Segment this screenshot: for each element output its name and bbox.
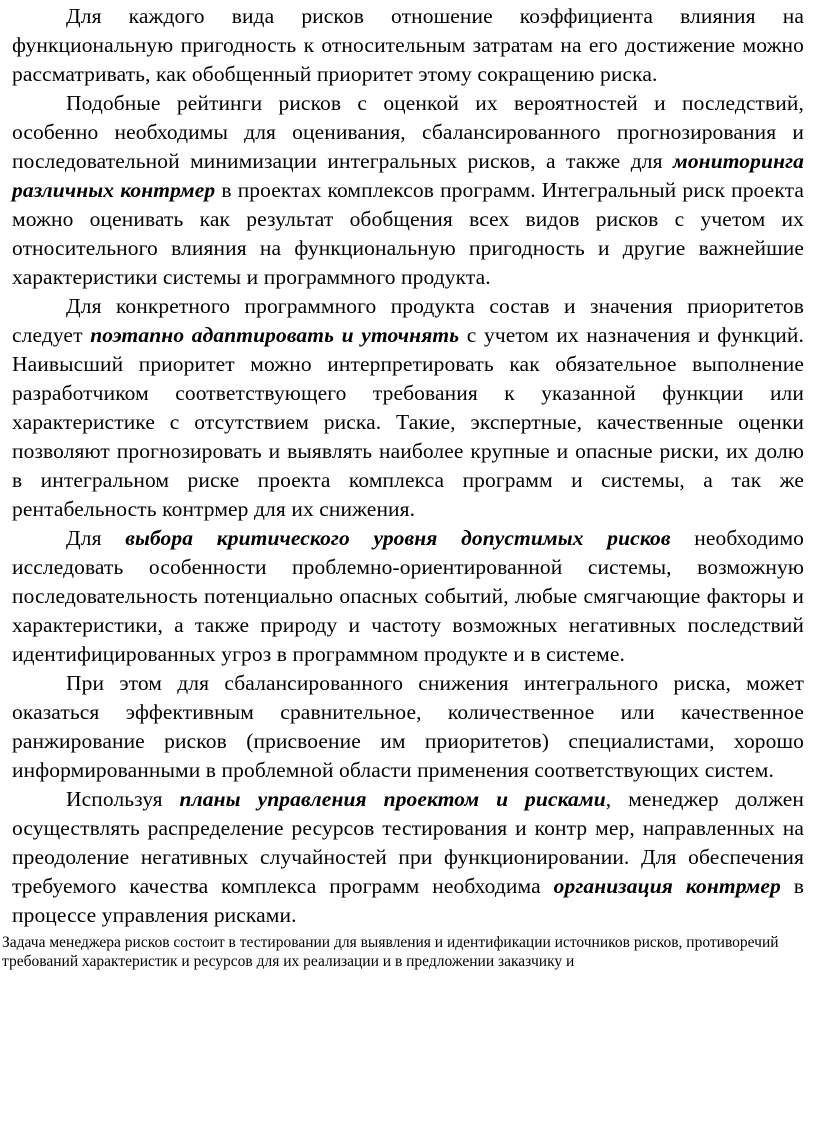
paragraph — [12, 785, 804, 930]
paragraph — [12, 669, 804, 785]
text-run: в процессе управления рисками. — [12, 874, 804, 927]
text-run: Для — [66, 526, 126, 550]
text-run: Для конкретного программного продукта состав и значения приоритетов следует — [12, 294, 804, 347]
text-run: с учетом их назначения и функций. Наивысший приоритет можно интерпретировать как обязательное выполнение разработчиком соответствующего требования к указанной функции или характеристике с отсутствием риска. Такие, экспертные, качественные оценки позволяют прогнозировать и выявлять наиболее крупные и опасные риски, их долю в интегральном риске проекта комплекса программ и системы, а так же рентабельность контрмер для их снижения. — [12, 323, 804, 521]
emphasized-term: поэтапно адаптировать и уточнять — [90, 323, 460, 347]
text-run: Подобные рейтинги рисков с оценкой их вероятностей и последствий, особенно необходимы для оценивания, сбалансированного прогнозирования и последовательной минимизации интегральных рисков, а также для — [12, 91, 804, 173]
paragraph — [12, 2, 804, 89]
paragraph — [12, 292, 804, 524]
text-run: необходимо исследовать особенности проблемно-ориентированной системы, возможную последовательность потенциально опасных событий, любые смягчающие факторы и характеристики, а также природу и частоту возможных негативных последствий идентифицированных угроз в программном продукте и в системе. — [12, 526, 804, 666]
paragraph — [12, 524, 804, 669]
footnote: Задача менеджера рисков состоит в тестировании для выявления и идентификации источников рисков, противоречий требований характеристик и ресурсов для их реализации и в предложении заказчику и — [2, 934, 779, 970]
text-run: При этом для сбалансированного снижения интегрального риска, может оказаться эффективным сравнительное, количественное или качественное ранжирование рисков (присвоение им приоритетов) специалистами, хорошо информированными в проблемной области применения соответствующих систем. — [12, 671, 804, 782]
text-run: Для каждого вида рисков отношение коэффициента влияния на функциональную пригодность к относительным затратам на его достижение можно рассматривать, как обобщенный приоритет этому сокращению риска. — [12, 4, 804, 86]
text-run: Используя — [66, 787, 180, 811]
emphasized-term: выбора критического уровня допустимых рисков — [125, 526, 671, 550]
emphasized-term: организация контрмер — [553, 874, 781, 898]
emphasized-term: планы управления проектом и рисками — [179, 787, 606, 811]
text-run: , менеджер должен осуществлять распределение ресурсов тестирования и контр мер, направленных на преодоление негативных случайностей при функционировании. Для обеспечения требуемого качества комплекса программ необходима — [12, 787, 804, 898]
paragraph — [12, 89, 804, 292]
emphasized-term: мониторинга различных контрмер — [12, 149, 804, 202]
text-run: в проектах комплексов программ. Интегральный риск проекта можно оценивать как результат обобщения всех видов рисков с учетом их относительного влияния на функциональную пригодность и другие важнейшие характеристики системы и программного продукта. — [12, 178, 804, 289]
